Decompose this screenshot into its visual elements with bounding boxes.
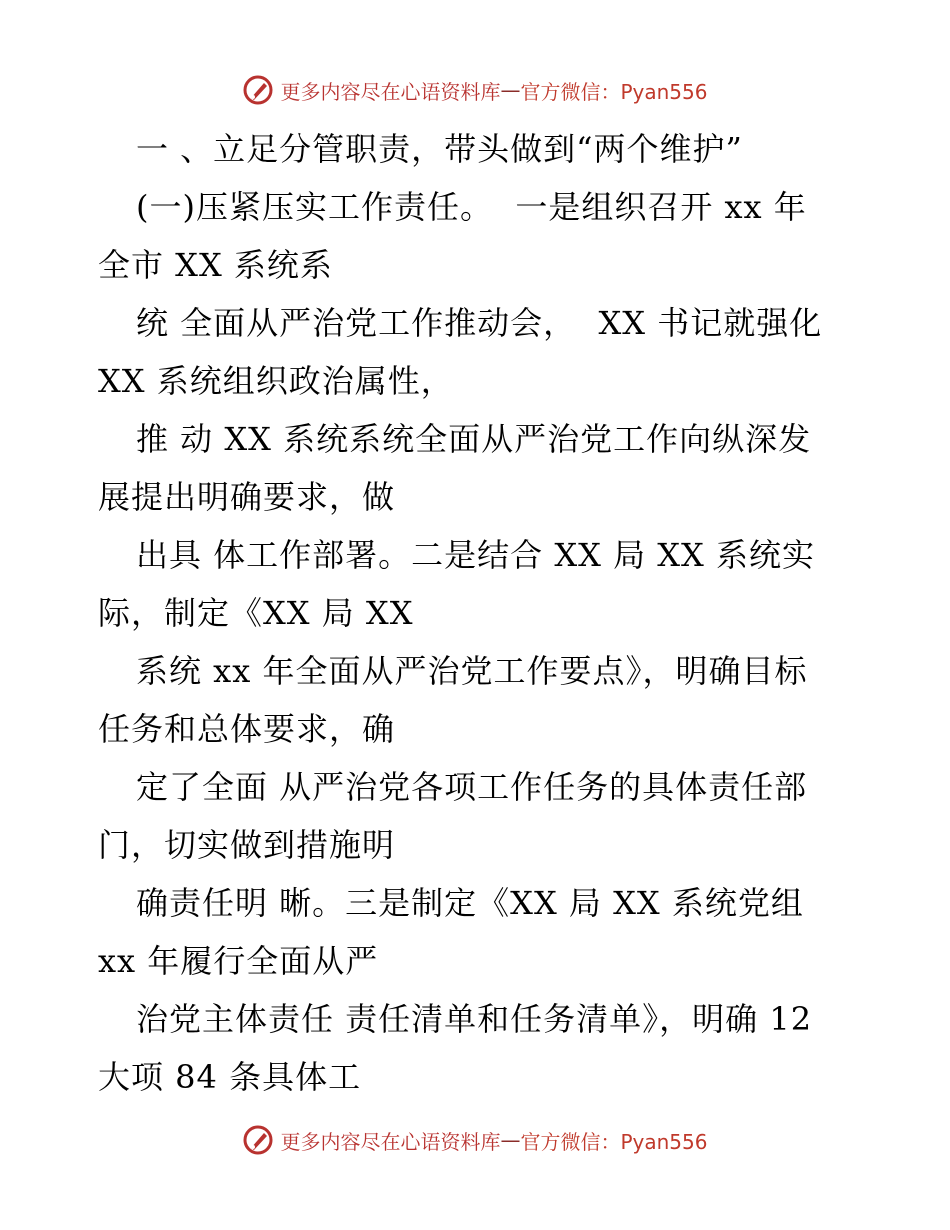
watermark-header: [0, 70, 950, 110]
text-line: (一)压紧压实工作责任。 一是组织召开 xx 年: [136, 188, 807, 226]
watermark-footer: [0, 1120, 950, 1160]
text-line: XX 系统组织政治属性，: [98, 362, 454, 400]
text-line: 任务和总体要求，确: [98, 710, 396, 748]
pen-logo-icon: [242, 74, 274, 106]
text-line: 展提出明确要求，做: [98, 478, 396, 516]
text-line: 全市 XX 系统系: [98, 246, 333, 284]
text-line: 推 动 XX 系统系统全面从严治党工作向纵深发: [136, 420, 812, 458]
text-line: 出具 体工作部署。二是结合 XX 局 XX 系统实: [136, 536, 815, 574]
pen-logo-icon: [242, 1124, 274, 1156]
document-body: [98, 120, 858, 1106]
text-line: 统 全面从严治党工作推动会， XX 书记就强化: [136, 304, 823, 342]
text-line: 大项 84 条具体工: [98, 1058, 362, 1096]
text-line: 系统 xx 年全面从严治党工作要点》，明确目标: [136, 652, 808, 690]
text-line: 定了全面 从严治党各项工作任务的具体责任部: [136, 768, 808, 806]
watermark-separator: —: [500, 1128, 521, 1152]
text-line: xx 年履行全面从严: [98, 942, 379, 980]
text-line: 门，切实做到措施明: [98, 826, 396, 864]
text-line: 际，制定《XX 局 XX: [98, 594, 414, 632]
watermark-separator: —: [500, 78, 521, 102]
heading-line: 一 、立足分管职责，带头做到“两个维护”: [136, 130, 743, 168]
text-line: 治党主体责任 责任清单和任务清单》，明确 12: [136, 1000, 813, 1038]
watermark-text: 更多内容尽在心语资料库: [280, 79, 501, 104]
watermark-wechat: 官方微信：Pyan556: [520, 1129, 708, 1154]
watermark-wechat: 官方微信：Pyan556: [520, 79, 708, 104]
text-line: 确责任明 晰。三是制定《XX 局 XX 系统党组: [136, 884, 804, 922]
watermark-text: 更多内容尽在心语资料库: [280, 1129, 501, 1154]
